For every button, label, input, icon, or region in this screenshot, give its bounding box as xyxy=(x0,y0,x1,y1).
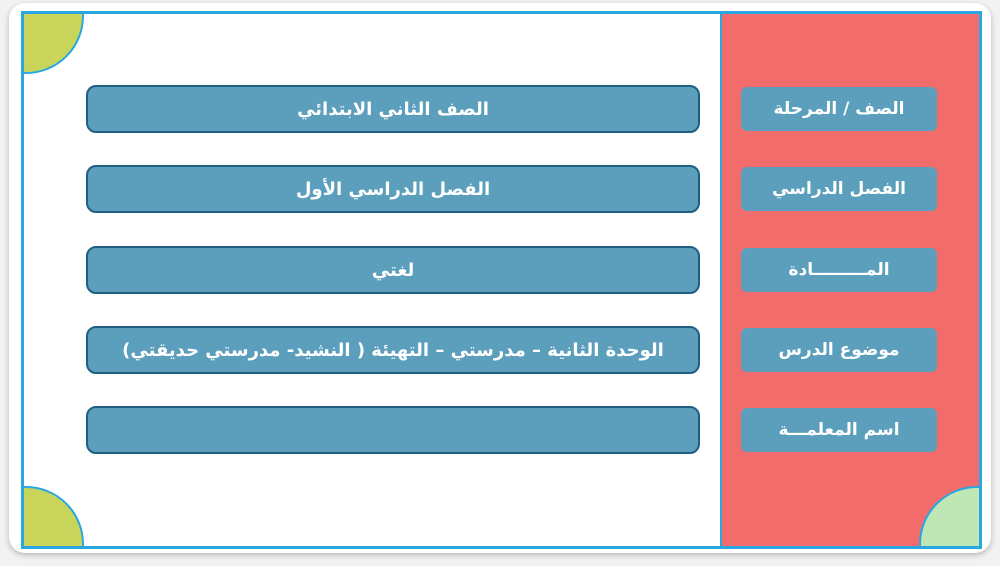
value-semester: الفصل الدراسي الأول xyxy=(86,165,700,213)
label-teacher-name: اسم المعلمـــة xyxy=(741,408,937,452)
corner-decoration-bottom-left xyxy=(21,486,84,549)
value-subject: لغتي xyxy=(86,246,700,294)
slide-frame xyxy=(21,11,982,549)
value-grade: الصف الثاني الابتدائي xyxy=(86,85,700,133)
value-teacher-name xyxy=(86,406,700,454)
corner-decoration-top-left xyxy=(21,11,84,74)
value-lesson-topic: الوحدة الثانية – مدرستي – التهيئة ( النشيد- مدرستي حديقتي) xyxy=(86,326,700,374)
label-semester: الفصل الدراسي xyxy=(741,167,937,211)
label-subject: المـــــــــادة xyxy=(741,248,937,292)
corner-decoration-bottom-right xyxy=(919,486,982,549)
label-grade: الصف / المرحلة xyxy=(741,87,937,131)
label-lesson-topic: موضوع الدرس xyxy=(741,328,937,372)
